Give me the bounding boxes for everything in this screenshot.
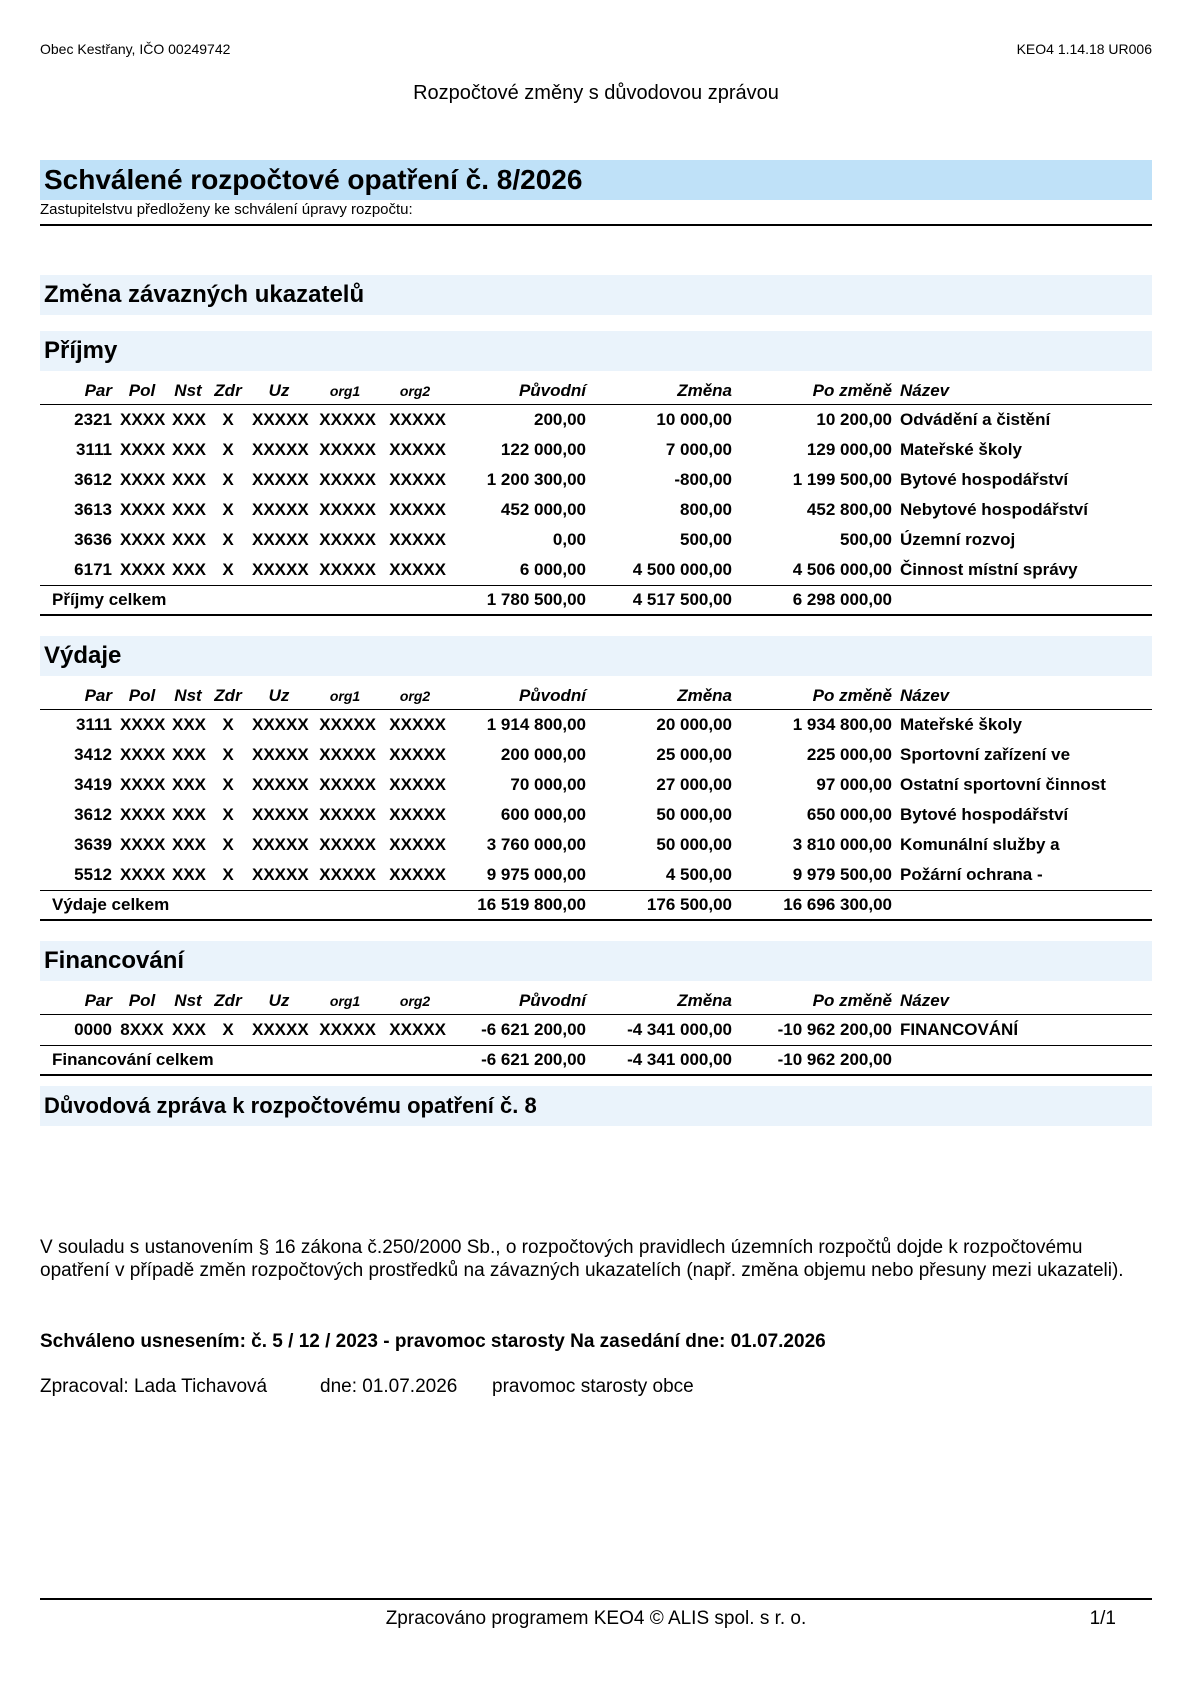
nst-cell: XXX xyxy=(172,440,207,459)
zdr-cell: X xyxy=(222,470,234,489)
name-cell: FINANCOVÁNÍ xyxy=(900,1020,1019,1039)
new-amount: -10 962 200,00 xyxy=(777,1020,892,1039)
change-header: Změna xyxy=(590,988,736,1015)
change-header: Změna xyxy=(590,683,736,710)
total-new: 6 298 000,00 xyxy=(736,586,896,616)
nst-cell: XXX xyxy=(172,805,207,824)
zdr-cell: X xyxy=(222,560,234,579)
total-label: Příjmy celkem xyxy=(40,586,450,616)
org1-cell: XXXXX xyxy=(319,440,376,459)
document-title: Rozpočtové změny s důvodovou zprávou xyxy=(413,82,779,104)
nst-header: Nst xyxy=(168,988,208,1015)
org1-cell: XXXXX xyxy=(319,1020,376,1039)
change-amount: 4 500,00 xyxy=(665,865,732,884)
new-amount: 97 000,00 xyxy=(816,775,892,794)
uz-cell: XXXXX xyxy=(252,1020,309,1039)
zdr-header: Zdr xyxy=(208,378,248,405)
org1-header: org1 xyxy=(310,683,380,710)
org1-cell: XXXXX xyxy=(319,805,376,824)
table-header-row xyxy=(40,378,1152,405)
org2-cell: XXXXX xyxy=(389,440,446,459)
pol-header: Pol xyxy=(116,378,168,405)
par-cell: 3613 xyxy=(74,500,112,519)
par-cell: 3111 xyxy=(76,715,112,734)
org1-cell: XXXXX xyxy=(319,715,376,734)
zdr-cell: X xyxy=(222,805,234,824)
footer-text: Zpracováno programem KEO4 © ALIS spol. s r. o. xyxy=(385,1608,807,1629)
table-row xyxy=(40,860,1152,891)
uz-cell: XXXXX xyxy=(252,530,309,549)
nst-cell: XXX xyxy=(172,470,207,489)
name-cell: Odvádění a čistění xyxy=(900,410,1051,429)
total-blank xyxy=(896,586,1152,616)
zdr-cell: X xyxy=(222,715,234,734)
nst-cell: XXX xyxy=(172,410,207,429)
zdr-cell: X xyxy=(222,530,234,549)
original-amount: -6 621 200,00 xyxy=(481,1020,586,1039)
reason-title: Důvodová zpráva k rozpočtovému opatření č. 8 xyxy=(40,1086,1152,1126)
table-row xyxy=(40,465,1152,495)
uz-cell: XXXXX xyxy=(252,560,309,579)
change-amount: 50 000,00 xyxy=(656,835,732,854)
par-cell: 3412 xyxy=(74,745,112,764)
change-amount: -800,00 xyxy=(674,470,732,489)
new-amount: 225 000,00 xyxy=(806,745,892,764)
uz-cell: XXXXX xyxy=(252,440,309,459)
original-amount: 600 000,00 xyxy=(500,805,586,824)
org2-header: org2 xyxy=(380,988,450,1015)
org2-cell: XXXXX xyxy=(389,530,446,549)
table-row xyxy=(40,770,1152,800)
table-row xyxy=(40,555,1152,586)
nst-cell: XXX xyxy=(172,530,207,549)
org2-cell: XXXXX xyxy=(389,805,446,824)
par-cell: 3612 xyxy=(74,805,112,824)
new-amount: 10 200,00 xyxy=(816,410,892,429)
new-header: Po změně xyxy=(736,378,896,405)
uz-header: Uz xyxy=(248,988,310,1015)
table-row xyxy=(40,710,1152,741)
name-cell: Mateřské školy xyxy=(900,440,1022,459)
prepared-line xyxy=(40,1376,694,1398)
name-cell: Územní rozvoj xyxy=(900,530,1016,549)
name-cell: Komunální služby a xyxy=(900,835,1060,854)
pol-cell: XXXX xyxy=(120,440,166,459)
municipality-header: Obec Kestřany, IČO 00249742 xyxy=(40,41,231,57)
original-amount: 9 975 000,00 xyxy=(486,865,586,884)
par-cell: 3636 xyxy=(74,530,112,549)
uz-cell: XXXXX xyxy=(252,410,309,429)
nst-cell: XXX xyxy=(172,715,207,734)
pol-header: Pol xyxy=(116,988,168,1015)
org1-cell: XXXXX xyxy=(319,775,376,794)
org2-cell: XXXXX xyxy=(389,865,446,884)
total-original: -6 621 200,00 xyxy=(450,1046,590,1076)
name-cell: Činnost místní správy xyxy=(900,560,1078,579)
table-row xyxy=(40,525,1152,555)
new-amount: 500,00 xyxy=(840,530,892,549)
original-amount: 1 200 300,00 xyxy=(486,470,586,489)
financing-section-title: Financování xyxy=(40,941,1152,981)
name-header: Název xyxy=(896,378,1152,405)
total-blank xyxy=(896,1046,1152,1076)
zdr-cell: X xyxy=(222,500,234,519)
name-cell: Sportovní zařízení ve xyxy=(900,745,1071,764)
pol-cell: XXXX xyxy=(120,410,166,429)
table-row xyxy=(40,1015,1152,1046)
uz-cell: XXXXX xyxy=(252,865,309,884)
new-amount: 650 000,00 xyxy=(806,805,892,824)
table-row xyxy=(40,740,1152,770)
section-title: Změna závazných ukazatelů xyxy=(40,275,1152,315)
pol-cell: XXXX xyxy=(120,805,166,824)
uz-cell: XXXXX xyxy=(252,500,309,519)
nst-cell: XXX xyxy=(172,775,207,794)
change-amount: 27 000,00 xyxy=(656,775,732,794)
expenses-section-title: Výdaje xyxy=(40,636,1152,676)
change-amount: 500,00 xyxy=(680,530,732,549)
change-header: Změna xyxy=(590,378,736,405)
table-row xyxy=(40,800,1152,830)
zdr-cell: X xyxy=(222,440,234,459)
pol-cell: XXXX xyxy=(120,715,166,734)
income-section-title: Příjmy xyxy=(40,331,1152,371)
program-version: KEO4 1.14.18 UR006 xyxy=(1016,41,1152,57)
zdr-cell: X xyxy=(222,775,234,794)
pol-cell: XXXX xyxy=(120,470,166,489)
org2-cell: XXXXX xyxy=(389,500,446,519)
pol-cell: XXXX xyxy=(120,865,166,884)
total-change: 4 517 500,00 xyxy=(590,586,736,616)
org2-cell: XXXXX xyxy=(389,775,446,794)
org2-cell: XXXXX xyxy=(389,470,446,489)
org1-cell: XXXXX xyxy=(319,835,376,854)
nst-header: Nst xyxy=(168,378,208,405)
nst-cell: XXX xyxy=(172,560,207,579)
pol-cell: XXXX xyxy=(120,835,166,854)
pol-cell: 8XXX xyxy=(120,1020,164,1039)
par-header: Par xyxy=(40,683,116,710)
expenses-table xyxy=(40,683,1152,921)
financing-table xyxy=(40,988,1152,1076)
table-row xyxy=(40,435,1152,465)
par-header: Par xyxy=(40,378,116,405)
zdr-cell: X xyxy=(222,410,234,429)
total-change: 176 500,00 xyxy=(590,891,736,921)
org1-cell: XXXXX xyxy=(319,500,376,519)
total-label: Financování celkem xyxy=(40,1046,450,1076)
org1-cell: XXXXX xyxy=(319,865,376,884)
org1-header: org1 xyxy=(310,988,380,1015)
par-cell: 3639 xyxy=(74,835,112,854)
par-cell: 6171 xyxy=(74,560,112,579)
original-amount: 200 000,00 xyxy=(500,745,586,764)
original-amount: 1 914 800,00 xyxy=(486,715,586,734)
name-header: Název xyxy=(896,683,1152,710)
original-header: Původní xyxy=(450,988,590,1015)
org1-cell: XXXXX xyxy=(319,410,376,429)
name-header: Název xyxy=(896,988,1152,1015)
change-amount: 7 000,00 xyxy=(665,440,732,459)
original-header: Původní xyxy=(450,378,590,405)
table-header-row xyxy=(40,988,1152,1015)
org2-cell: XXXXX xyxy=(389,560,446,579)
original-header: Původní xyxy=(450,683,590,710)
prepared-date: dne: 01.07.2026 xyxy=(320,1376,458,1397)
reason-text: V souladu s ustanovením § 16 zákona č.250/2000 Sb., o rozpočtových pravidlech územních rozpočtů dojde k rozpočtovému opatření v případě změn rozpočtových prostředků na závazných ukazatelích (např. změna objemu nebo přesuny mezi ukazateli). xyxy=(40,1237,1124,1281)
pol-cell: XXXX xyxy=(120,775,166,794)
total-new: -10 962 200,00 xyxy=(736,1046,896,1076)
measure-subtitle: Zastupitelstvu předloženy ke schválení úpravy rozpočtu: xyxy=(40,201,413,218)
table-row xyxy=(40,495,1152,525)
name-cell: Bytové hospodářství xyxy=(900,805,1069,824)
original-amount: 70 000,00 xyxy=(510,775,586,794)
new-amount: 4 506 000,00 xyxy=(792,560,892,579)
par-cell: 2321 xyxy=(74,410,112,429)
original-amount: 200,00 xyxy=(534,410,586,429)
pol-header: Pol xyxy=(116,683,168,710)
new-amount: 3 810 000,00 xyxy=(792,835,892,854)
name-cell: Bytové hospodářství xyxy=(900,470,1069,489)
zdr-cell: X xyxy=(222,835,234,854)
zdr-cell: X xyxy=(222,745,234,764)
pol-cell: XXXX xyxy=(120,745,166,764)
nst-cell: XXX xyxy=(172,835,207,854)
pol-cell: XXXX xyxy=(120,530,166,549)
nst-cell: XXX xyxy=(172,745,207,764)
nst-cell: XXX xyxy=(172,500,207,519)
new-amount: 1 934 800,00 xyxy=(792,715,892,734)
org1-cell: XXXXX xyxy=(319,560,376,579)
total-row xyxy=(40,891,1152,921)
uz-cell: XXXXX xyxy=(252,805,309,824)
page-number: 1/1 xyxy=(1089,1608,1116,1629)
nst-cell: XXX xyxy=(172,1020,207,1039)
new-amount: 9 979 500,00 xyxy=(792,865,892,884)
org2-cell: XXXXX xyxy=(389,410,446,429)
new-amount: 1 199 500,00 xyxy=(792,470,892,489)
prepared-authority: pravomoc starosty obce xyxy=(492,1376,694,1397)
par-cell: 3419 xyxy=(74,775,112,794)
change-amount: 4 500 000,00 xyxy=(632,560,732,579)
zdr-cell: X xyxy=(222,865,234,884)
pol-cell: XXXX xyxy=(120,500,166,519)
uz-header: Uz xyxy=(248,683,310,710)
total-original: 16 519 800,00 xyxy=(450,891,590,921)
change-amount: 20 000,00 xyxy=(656,715,732,734)
new-amount: 452 800,00 xyxy=(806,500,892,519)
org1-cell: XXXXX xyxy=(319,530,376,549)
new-header: Po změně xyxy=(736,988,896,1015)
original-amount: 3 760 000,00 xyxy=(486,835,586,854)
org2-cell: XXXXX xyxy=(389,835,446,854)
org1-cell: XXXXX xyxy=(319,470,376,489)
original-amount: 0,00 xyxy=(552,530,586,549)
par-header: Par xyxy=(40,988,116,1015)
nst-header: Nst xyxy=(168,683,208,710)
uz-cell: XXXXX xyxy=(252,745,309,764)
name-cell: Nebytové hospodářství xyxy=(900,500,1088,519)
change-amount: -4 341 000,00 xyxy=(627,1020,732,1039)
name-cell: Mateřské školy xyxy=(900,715,1022,734)
table-header-row xyxy=(40,683,1152,710)
original-amount: 452 000,00 xyxy=(500,500,586,519)
org1-cell: XXXXX xyxy=(319,745,376,764)
uz-cell: XXXXX xyxy=(252,835,309,854)
name-cell: Požární ochrana - xyxy=(900,865,1043,884)
nst-cell: XXX xyxy=(172,865,207,884)
org2-header: org2 xyxy=(380,378,450,405)
table-row xyxy=(40,405,1152,436)
total-label: Výdaje celkem xyxy=(40,891,450,921)
approval-line: Schváleno usnesením: č. 5 / 12 / 2023 - pravomoc starosty Na zasedání dne: 01.07.2026 xyxy=(40,1331,826,1352)
zdr-cell: X xyxy=(222,1020,234,1039)
change-amount: 10 000,00 xyxy=(656,410,732,429)
par-cell: 3111 xyxy=(76,440,112,459)
new-amount: 129 000,00 xyxy=(806,440,892,459)
name-cell: Ostatní sportovní činnost xyxy=(900,775,1106,794)
change-amount: 800,00 xyxy=(680,500,732,519)
org2-cell: XXXXX xyxy=(389,1020,446,1039)
measure-title: Schválené rozpočtové opatření č. 8/2026 xyxy=(40,160,1152,200)
total-row xyxy=(40,1046,1152,1076)
zdr-header: Zdr xyxy=(208,988,248,1015)
org2-cell: XXXXX xyxy=(389,745,446,764)
original-amount: 6 000,00 xyxy=(519,560,586,579)
org2-header: org2 xyxy=(380,683,450,710)
change-amount: 25 000,00 xyxy=(656,745,732,764)
par-cell: 5512 xyxy=(74,865,112,884)
zdr-header: Zdr xyxy=(208,683,248,710)
table-row xyxy=(40,830,1152,860)
uz-cell: XXXXX xyxy=(252,775,309,794)
footer-divider xyxy=(40,1598,1152,1600)
prepared-by: Zpracoval: Lada Tichavová xyxy=(40,1376,268,1397)
total-row xyxy=(40,586,1152,616)
income-table xyxy=(40,378,1152,616)
uz-cell: XXXXX xyxy=(252,715,309,734)
total-original: 1 780 500,00 xyxy=(450,586,590,616)
divider xyxy=(40,224,1152,226)
par-cell: 0000 xyxy=(74,1020,112,1039)
total-new: 16 696 300,00 xyxy=(736,891,896,921)
uz-cell: XXXXX xyxy=(252,470,309,489)
pol-cell: XXXX xyxy=(120,560,166,579)
total-change: -4 341 000,00 xyxy=(590,1046,736,1076)
org1-header: org1 xyxy=(310,378,380,405)
change-amount: 50 000,00 xyxy=(656,805,732,824)
uz-header: Uz xyxy=(248,378,310,405)
par-cell: 3612 xyxy=(74,470,112,489)
total-blank xyxy=(896,891,1152,921)
org2-cell: XXXXX xyxy=(389,715,446,734)
new-header: Po změně xyxy=(736,683,896,710)
original-amount: 122 000,00 xyxy=(500,440,586,459)
